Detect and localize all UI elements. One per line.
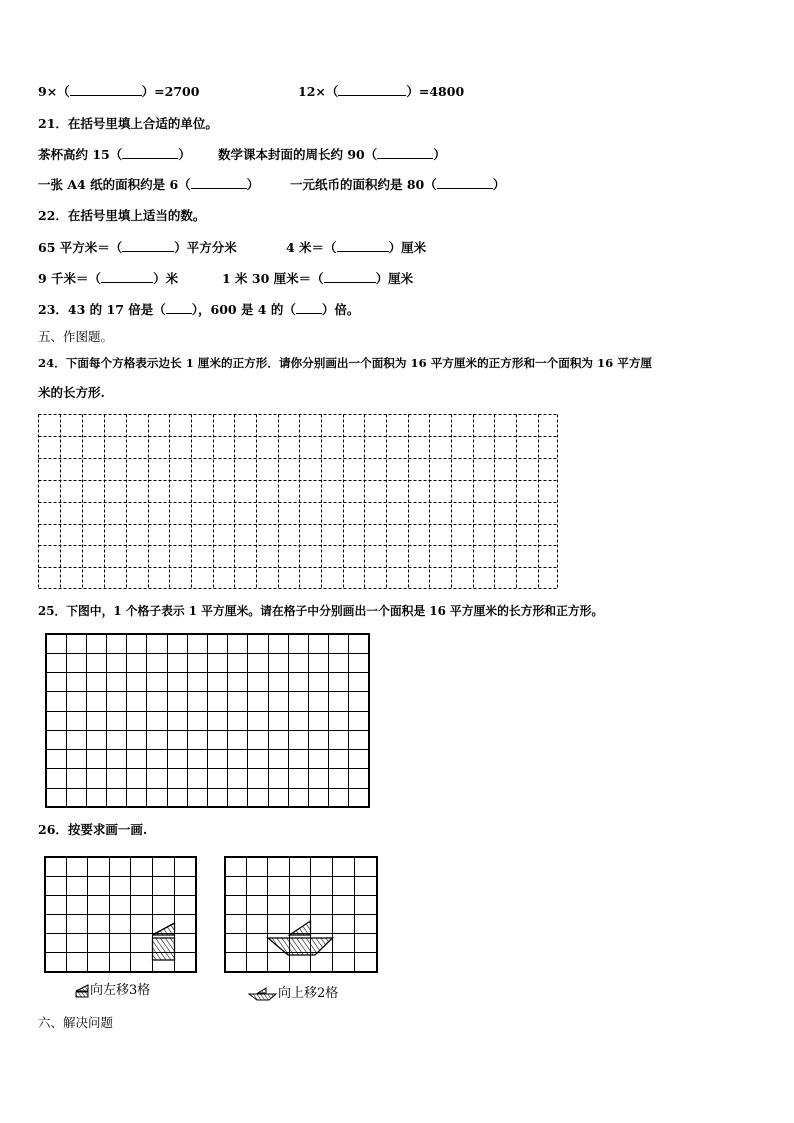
q21-item-1-before: 茶杯高约 15（ [38, 147, 123, 162]
q23-part1: 23．43 的 17 倍是（ [38, 302, 166, 317]
q22-item-1-before: 65 平方米＝（ [38, 240, 123, 255]
section6-title: 六、解决问题 [38, 1015, 114, 1030]
q26-caption-right-text: 向上移2格 [278, 986, 339, 1001]
q23-blank-2[interactable] [296, 302, 322, 314]
q21-blank-3[interactable] [191, 177, 247, 189]
q21-title: 21．在括号里填上合适的单位。 [38, 116, 218, 131]
q22-blank-4[interactable] [324, 271, 376, 283]
q23-part2: ），600 是 4 的（ [191, 302, 296, 317]
q20-expr1 [38, 84, 199, 100]
q21-item-3-before: 一张 A4 纸的面积约是 6（ [38, 177, 191, 192]
q26-right-boat-shape [268, 921, 333, 955]
q26-title: 26．按要求画一画. [38, 822, 148, 837]
q22-item-1-after: ）平方分米 [174, 240, 237, 255]
q26-left-grid[interactable] [44, 856, 198, 976]
q20-expr2 [298, 84, 464, 100]
q26-caption-right [248, 986, 338, 1002]
q21-item-1 [38, 147, 191, 163]
q23-line [38, 302, 359, 318]
q26-left-flag-shape [153, 923, 175, 960]
q25-grid[interactable] [45, 633, 371, 809]
q21-item-2-after: ） [433, 147, 446, 162]
q21-item-4-before: 一元纸币的面积约是 80（ [290, 177, 437, 192]
q21-item-1-after: ） [178, 147, 191, 162]
q22-item-1 [38, 240, 237, 256]
q21-item-4 [290, 177, 505, 193]
q25-grid-svg [45, 633, 371, 809]
section5-title: 五、作图题。 [38, 329, 114, 344]
q20-expr1-left: 9×（ [38, 84, 70, 99]
q20-expr2-left: 12×（ [298, 84, 339, 99]
q24-line2: 米的长方形. [38, 385, 105, 400]
q21-item-3-after: ） [246, 177, 260, 192]
q22-item-3-after: ）米 [153, 271, 179, 286]
flag-icon [72, 984, 90, 998]
q20-blank-2[interactable] [338, 84, 406, 96]
q21-blank-2[interactable] [377, 147, 433, 159]
q23-part3: ）倍。 [321, 302, 360, 317]
q26-right-grid-svg [224, 856, 380, 976]
q22-item-4 [222, 271, 413, 287]
q21-blank-4[interactable] [437, 177, 493, 189]
q24-line1: 24．下面每个方格表示边长 1 厘米的正方形．请你分别画出一个面积为 16 平方厘米的正方形和一个面积为 16 平方厘 [38, 356, 653, 370]
q22-item-2 [286, 240, 426, 256]
q22-item-3-before: 9 千米＝（ [38, 271, 102, 286]
q21-item-2-before: 数学课本封面的周长约 90（ [218, 147, 378, 162]
q22-blank-2[interactable] [337, 240, 389, 252]
q22-item-2-before: 4 米＝（ [286, 240, 337, 255]
q21-item-3 [38, 177, 259, 193]
q20-blank-1[interactable] [70, 84, 142, 96]
q21-item-2 [218, 147, 446, 163]
q25-title: 25．下图中，1 个格子表示 1 平方厘米。请在格子中分别画出一个面积是 16 平方厘米的长方形和正方形。 [38, 604, 604, 618]
q22-item-4-before: 1 米 30 厘米＝（ [222, 271, 324, 286]
q22-item-3 [38, 271, 178, 287]
q23-blank-1[interactable] [166, 302, 192, 314]
q22-item-2-after: ）厘米 [388, 240, 427, 255]
q22-title: 22．在括号里填上适当的数。 [38, 208, 206, 223]
q26-caption-left [72, 983, 150, 999]
q20-expr1-right: ）=2700 [141, 84, 200, 99]
q26-right-grid[interactable] [224, 856, 380, 976]
q26-caption-left-text: 向左移3格 [90, 983, 151, 998]
q26-left-grid-svg [44, 856, 198, 976]
q22-blank-3[interactable] [101, 271, 153, 283]
q22-item-4-after: ）厘米 [375, 271, 414, 286]
q22-blank-1[interactable] [122, 240, 174, 252]
boat-icon [248, 987, 278, 1001]
q24-dashed-grid-svg [38, 414, 560, 590]
q24-dashed-grid[interactable] [38, 414, 560, 590]
q21-item-4-after: ） [492, 177, 506, 192]
q20-expr2-right: ）=4800 [406, 84, 465, 99]
q21-blank-1[interactable] [122, 147, 178, 159]
